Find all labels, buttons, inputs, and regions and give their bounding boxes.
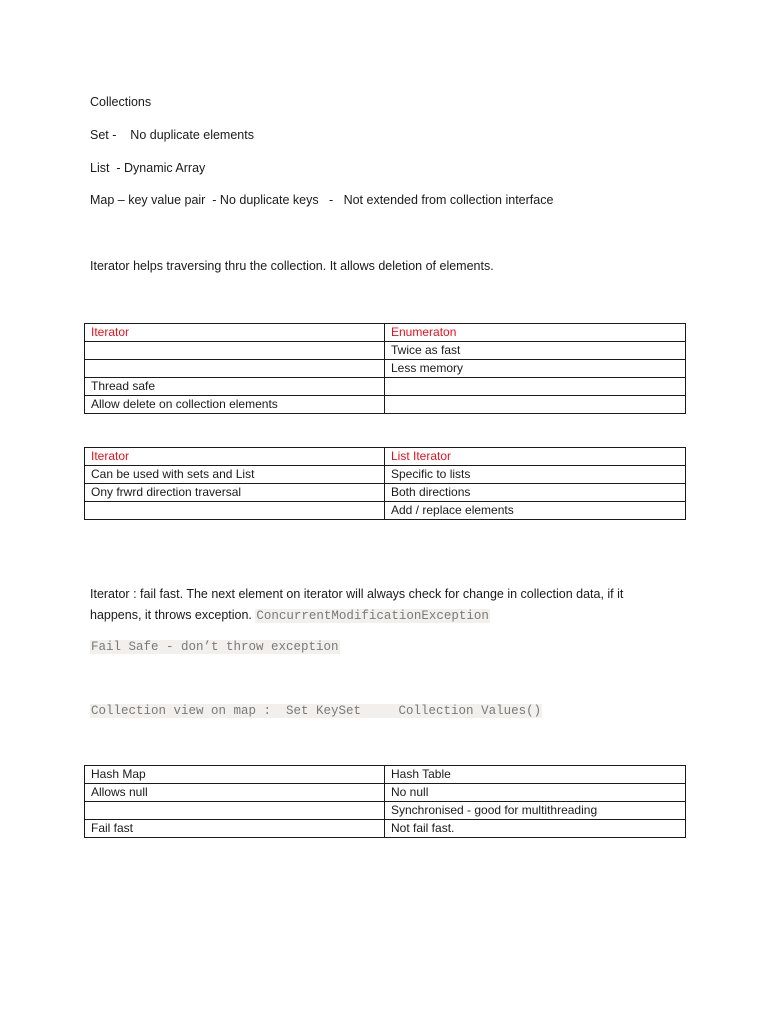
table-cell: Synchronised - good for multithreading	[385, 802, 686, 820]
table-cell: Not fail fast.	[385, 820, 686, 838]
iterator-description: Iterator helps traversing thru the collection. It allows deletion of elements.	[90, 259, 494, 273]
table-cell: Both directions	[385, 484, 686, 502]
table-header-cell: Hash Table	[385, 766, 686, 784]
collection-view-text: Collection view on map : Set KeySet Collection Values()	[91, 704, 542, 718]
table-header-row	[85, 448, 686, 466]
hashmap-hashtable-table	[84, 765, 686, 838]
table-header-cell: Iterator	[85, 324, 385, 342]
table-cell: No null	[385, 784, 686, 802]
set-description: Set - No duplicate elements	[90, 128, 254, 142]
table-row	[85, 484, 686, 502]
table-header-row	[85, 324, 686, 342]
table-row	[85, 820, 686, 838]
table-cell: Specific to lists	[385, 466, 686, 484]
collection-view-line	[90, 702, 542, 719]
table-row	[85, 396, 686, 414]
table-header-cell: Enumeraton	[385, 324, 686, 342]
table-row	[85, 360, 686, 378]
table-cell: Twice as fast	[385, 342, 686, 360]
table-header-row	[85, 766, 686, 784]
failfast-text: Iterator : fail fast. The next element on iterator will always check for change in collection data, if it happens, it throws exception.	[90, 587, 624, 622]
table-cell: Allow delete on collection elements	[85, 396, 385, 414]
table-row	[85, 378, 686, 396]
table-cell	[385, 396, 686, 414]
table-header-cell: Iterator	[85, 448, 385, 466]
iterator-enumeration-table	[84, 323, 686, 414]
iterator-listiterator-table	[84, 447, 686, 520]
table-header-cell: Hash Map	[85, 766, 385, 784]
table-cell: Allows null	[85, 784, 385, 802]
heading-collections: Collections	[90, 95, 152, 109]
table-cell: Can be used with sets and List	[85, 466, 385, 484]
table-cell	[385, 378, 686, 396]
failfast-paragraph	[90, 584, 670, 627]
map-description: Map – key value pair - No duplicate keys - Not extended from collection interface	[90, 193, 554, 207]
table-row	[85, 784, 686, 802]
failsafe-text: Fail Safe - don’t throw exception	[91, 640, 339, 654]
table-cell	[85, 360, 385, 378]
table-row	[85, 466, 686, 484]
table-row	[85, 342, 686, 360]
failsafe-line	[90, 638, 340, 655]
exception-name: ConcurrentModificationException	[256, 609, 489, 623]
table-row	[85, 502, 686, 520]
table-cell	[85, 502, 385, 520]
table-cell: Thread safe	[85, 378, 385, 396]
table-row	[85, 802, 686, 820]
table-cell: Fail fast	[85, 820, 385, 838]
table-cell	[85, 802, 385, 820]
table-cell: Ony frwrd direction traversal	[85, 484, 385, 502]
table-cell	[85, 342, 385, 360]
table-header-cell: List Iterator	[385, 448, 686, 466]
list-description: List - Dynamic Array	[90, 161, 206, 175]
table-cell: Less memory	[385, 360, 686, 378]
table-cell: Add / replace elements	[385, 502, 686, 520]
